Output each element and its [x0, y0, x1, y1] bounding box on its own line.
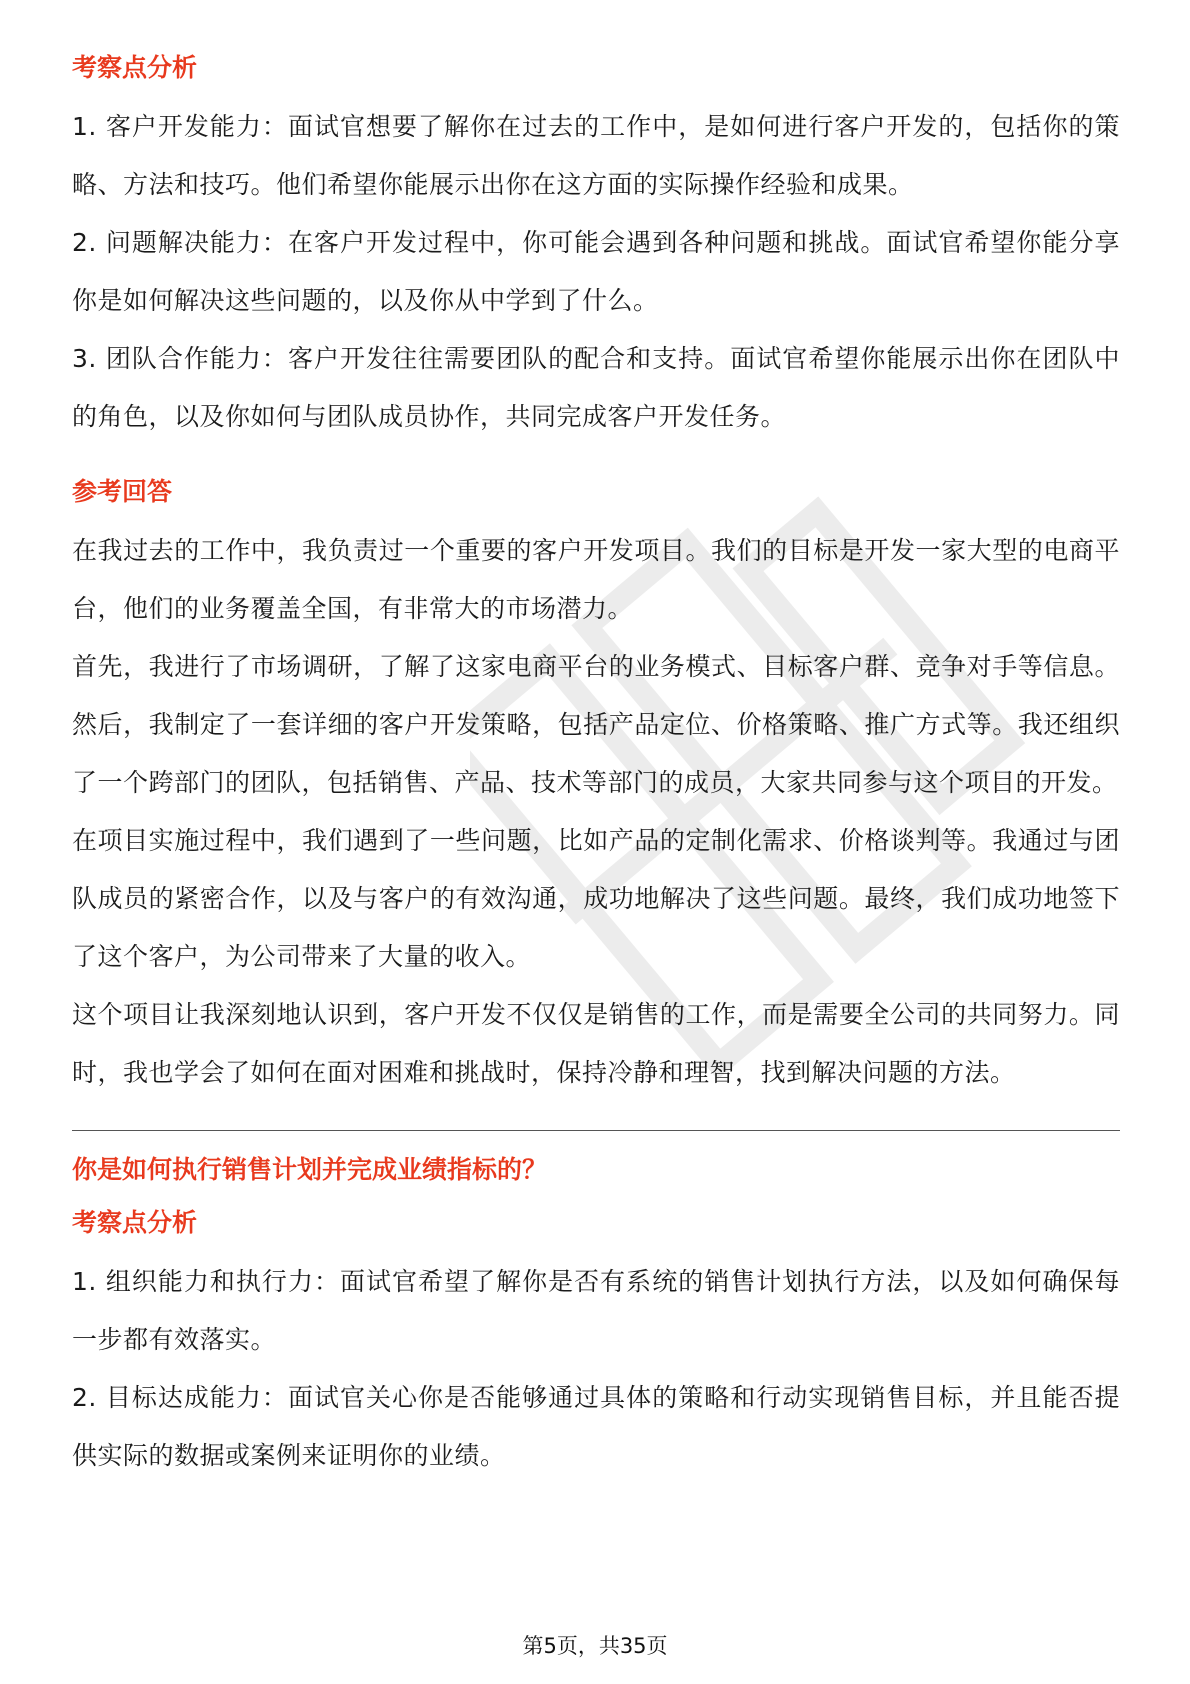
- section-heading-answer: 参考回答: [72, 477, 173, 506]
- section-divider: [72, 1130, 1120, 1131]
- analysis-point-1: 1. 客户开发能力：面试官想要了解你在过去的工作中，是如何进行客户开发的，包括你的策略、方法和技巧。他们希望你能展示出你在这方面的实际操作经验和成果。: [72, 112, 1120, 199]
- analysis-point-3: 3. 团队合作能力：客户开发往往需要团队的配合和支持。面试官希望你能展示出你在团队中的角色，以及你如何与团队成员协作，共同完成客户开发任务。: [72, 344, 1120, 431]
- answer-paragraph-4: 这个项目让我深刻地认识到，客户开发不仅仅是销售的工作，而是需要全公司的共同努力。同时，我也学会了如何在面对困难和挑战时，保持冷静和理智，找到解决问题的方法。: [72, 1000, 1120, 1087]
- analysis-point-2: 2. 问题解决能力：在客户开发过程中，你可能会遇到各种问题和挑战。面试官希望你能分享你是如何解决这些问题的，以及你从中学到了什么。: [72, 228, 1120, 315]
- section-heading-analysis-2: 考察点分析: [72, 1208, 198, 1237]
- document-page: [72, 48, 1120, 1485]
- answer-paragraph-2: 首先，我进行了市场调研，了解了这家电商平台的业务模式、目标客户群、竞争对手等信息。然后，我制定了一套详细的客户开发策略，包括产品定位、价格策略、推广方式等。我还组织了一个跨部门的团队，包括销售、产品、技术等部门的成员，大家共同参与这个项目的开发。: [72, 652, 1120, 797]
- answer-paragraph-3: 在项目实施过程中，我们遇到了一些问题，比如产品的定制化需求、价格谈判等。我通过与团队成员的紧密合作，以及与客户的有效沟通，成功地解决了这些问题。最终，我们成功地签下了这个客户，为公司带来了大量的收入。: [72, 826, 1120, 971]
- page-number: 第5页，共35页: [522, 1634, 668, 1658]
- analysis-point-2-2: 2. 目标达成能力：面试官关心你是否能够通过具体的策略和行动实现销售目标，并且能否提供实际的数据或案例来证明你的业绩。: [72, 1383, 1120, 1470]
- analysis-point-2-1: 1. 组织能力和执行力：面试官希望了解你是否有系统的销售计划执行方法，以及如何确保每一步都有效落实。: [72, 1267, 1120, 1354]
- section-heading-analysis: 考察点分析: [72, 53, 198, 82]
- answer-paragraph-1: 在我过去的工作中，我负责过一个重要的客户开发项目。我们的目标是开发一家大型的电商平台，他们的业务覆盖全国，有非常大的市场潜力。: [72, 536, 1120, 623]
- question-title: 你是如何执行销售计划并完成业绩指标的？: [72, 1155, 548, 1184]
